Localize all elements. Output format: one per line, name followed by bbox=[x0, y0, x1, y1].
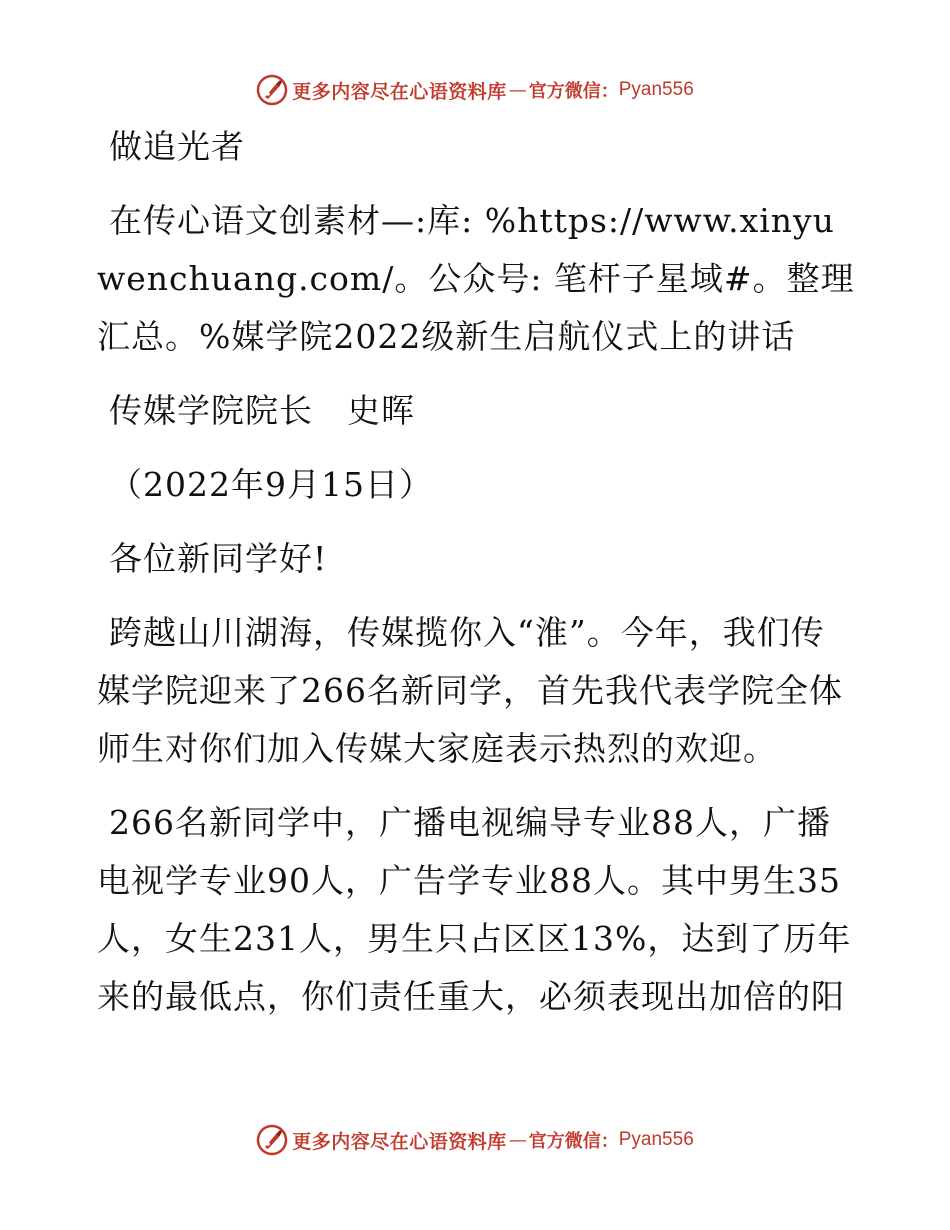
watermark-text: 更多内容尽在心语资料库 bbox=[292, 1130, 507, 1153]
watermark-wechat-id: Pyan556 bbox=[618, 79, 694, 100]
watermark-text: 更多内容尽在心语资料库 bbox=[292, 80, 507, 103]
paragraph-1: 跨越山川湖海，传媒揽你入“淮”。今年，我们传媒学院迎来了266名新同学，首先我代表学院全体师生对你们加入传媒大家庭表示热烈的欢迎。 bbox=[97, 613, 843, 768]
watermark-label: 官方微信： bbox=[528, 81, 619, 102]
author-line: 传媒学院院长 史晖 bbox=[109, 391, 415, 430]
document-title: 做追光者 bbox=[109, 127, 245, 166]
greeting: 各位新同学好! bbox=[109, 539, 328, 578]
header-watermark bbox=[0, 70, 950, 110]
source-line: 在传心语文创素材—:库: %https://www.xinyuwenchuang.com/。公众号: 笔杆子星域#。整理汇总。%媒学院2022级新生启航仪式上的讲话 bbox=[97, 201, 855, 356]
pen-nib-logo-icon bbox=[256, 1124, 288, 1156]
date-line: （2022年9月15日） bbox=[109, 465, 433, 504]
watermark-separator: — bbox=[508, 79, 527, 101]
document-body bbox=[97, 118, 857, 1042]
paragraph-2: 266名新同学中，广播电视编导专业88人，广播电视学专业90人，广告学专业88人。其中男生35人，女生231人，男生只占区区13%，达到了历年来的最低点，你们责任重大，必须表现出加倍的阳 bbox=[97, 803, 852, 1016]
pen-nib-logo-icon bbox=[256, 74, 288, 106]
watermark-label: 官方微信： bbox=[528, 1131, 619, 1152]
watermark-separator: — bbox=[508, 1129, 527, 1151]
footer-watermark bbox=[0, 1120, 950, 1160]
watermark-wechat-id: Pyan556 bbox=[618, 1129, 694, 1150]
